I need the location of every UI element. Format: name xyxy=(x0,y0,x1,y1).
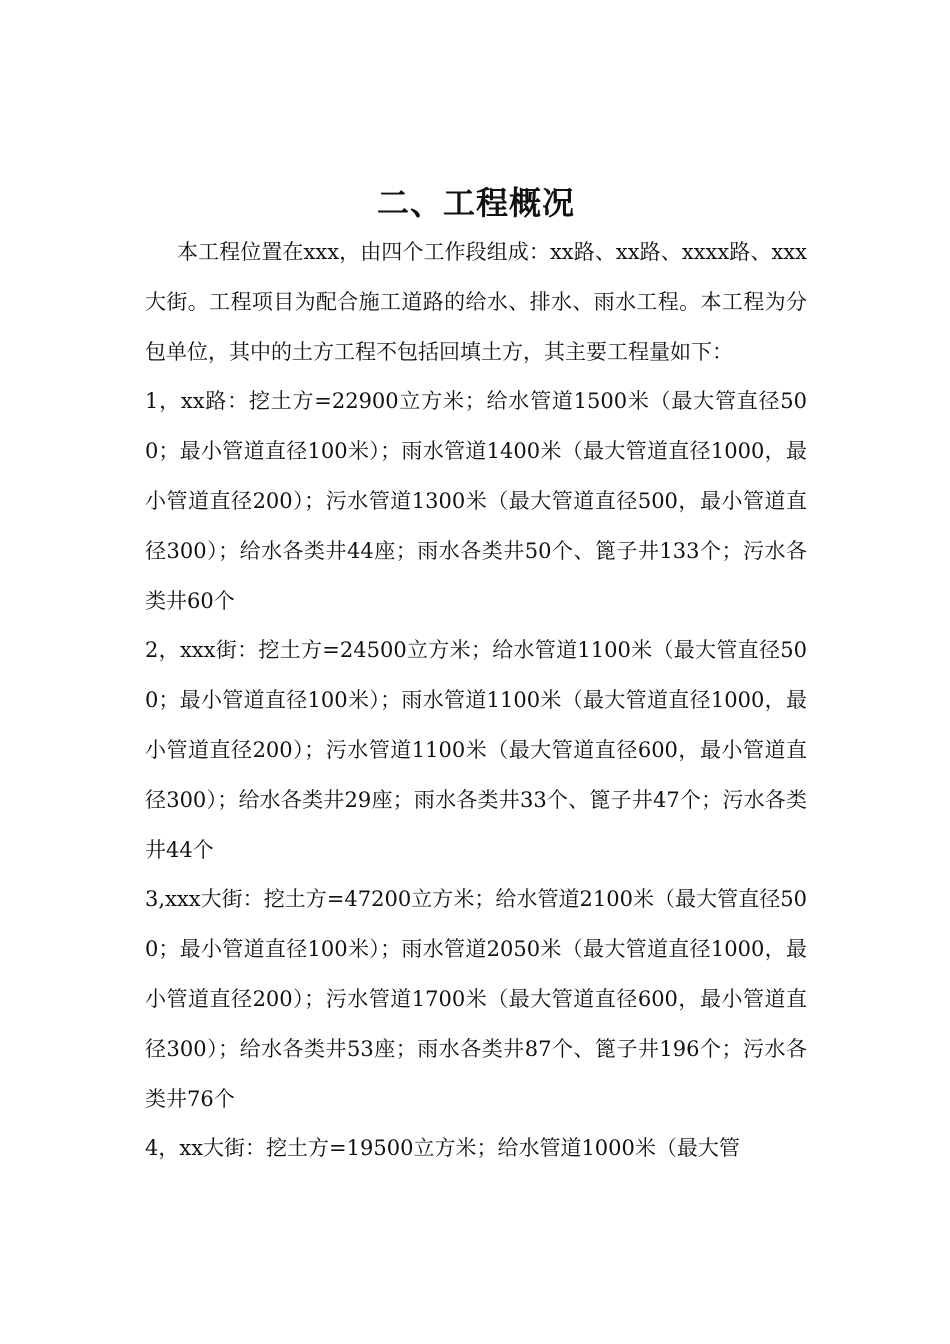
intro-paragraph: 本工程位置在xxx，由四个工作段组成：xx路、xx路、xxxx路、xxx大街。工程项目为配合施工道路的给水、排水、雨水工程。本工程为分包单位，其中的土方工程不包括回填土方，其主要工程量如下： xyxy=(145,240,807,364)
work-item-2: 2，xxx街：挖土方=24500立方米；给水管道1100米（最大管直径500；最小管道直径100米）；雨水管道1100米（最大管道直径1000，最小管道直径200）；污水管道1100米（最大管道直径600，最小管道直径300）；给水各类井29座；雨水各类井33个、篦子井47个；污水各类井44个 xyxy=(145,638,807,862)
work-item-3: 3,xxx大街：挖土方=47200立方米；给水管道2100米（最大管直径500；最小管道直径100米）；雨水管道2050米（最大管道直径1000，最小管道直径200）；污水管道1700米（最大管道直径600，最小管道直径300）；给水各类井53座；雨水各类井87个、篦子井196个；污水各类井76个 xyxy=(145,887,807,1111)
work-item-1: 1，xx路：挖土方=22900立方米；给水管道1500米（最大管直径500；最小管道直径100米）；雨水管道1400米（最大管道直径1000，最小管道直径200）；污水管道1300米（最大管道直径500，最小管道直径300）；给水各类井44座；雨水各类井50个、篦子井133个；污水各类井60个 xyxy=(145,389,807,613)
section-title: 二、工程概况 xyxy=(376,184,575,222)
document-body xyxy=(145,178,807,1174)
work-item-4: 4，xx大街：挖土方=19500立方米；给水管道1000米（最大管 xyxy=(145,1136,740,1161)
